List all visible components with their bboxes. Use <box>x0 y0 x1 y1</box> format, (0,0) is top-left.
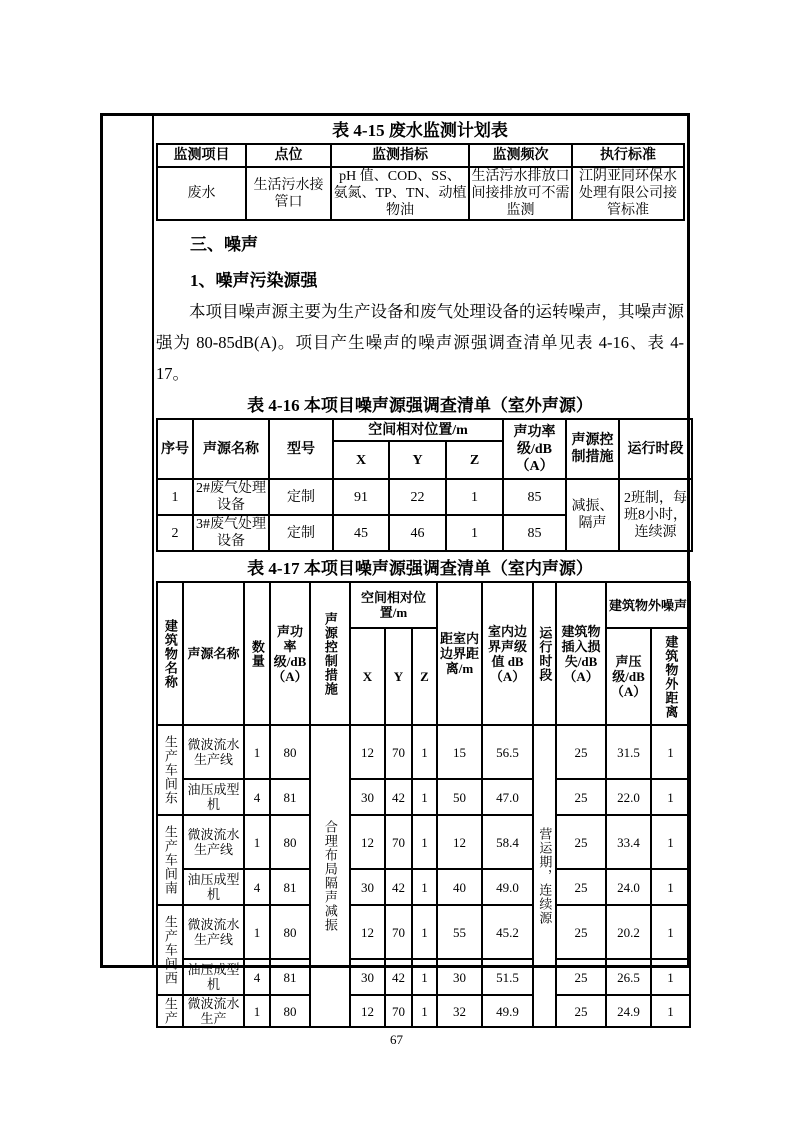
table-4-17 <box>156 581 691 1028</box>
t17-merged-control-cell <box>310 725 350 1027</box>
t17-header-z: Z <box>412 628 437 725</box>
table-cell: 56.5 <box>482 725 533 779</box>
t17-header-indoor-level: 室内边界声级值 dB（A） <box>482 582 533 725</box>
t17-header-control-label: 声源控制措施 <box>322 611 338 696</box>
table-cell: 1 <box>651 869 690 905</box>
t16-header-z: Z <box>446 441 503 479</box>
table-4-15-data-row <box>157 167 684 220</box>
t17-header-building-label: 建筑物名称 <box>162 618 178 689</box>
table-cell: 47.0 <box>482 779 533 815</box>
table-cell: 生活污水接管口 <box>246 167 331 220</box>
t15-header-indicator: 监测指标 <box>331 144 469 167</box>
table-cell: 1 <box>412 869 437 905</box>
control-measures-label: 合理布局隔声减振 <box>322 820 338 932</box>
table-cell: 45.2 <box>482 905 533 959</box>
table-cell: 1 <box>651 959 690 995</box>
t17-header-pressure-level: 声压级/dB（A） <box>606 628 651 725</box>
table-cell: 42 <box>385 869 412 905</box>
table-cell: 25 <box>556 815 606 869</box>
table-cell: 26.5 <box>606 959 651 995</box>
table-cell: 4 <box>244 959 270 995</box>
table-4-15-title: 表 4-15 废水监测计划表 <box>332 121 508 140</box>
table-4-17-title: 表 4-17 本项目噪声源强调查清单（室内声源） <box>247 559 593 578</box>
table-cell: 24.9 <box>606 995 651 1027</box>
t16-header-no: 序号 <box>157 419 193 479</box>
operation-period-label: 营运期，连续源 <box>537 827 553 925</box>
table-cell: 1 <box>651 815 690 869</box>
t17-building-east-cell <box>157 725 183 815</box>
t17-header-outdoor-noise: 建筑物外噪声 <box>606 582 690 628</box>
table-4-15 <box>156 143 685 221</box>
table-row <box>157 479 692 515</box>
table-cell: 1 <box>412 995 437 1027</box>
table-cell: 1 <box>651 995 690 1027</box>
table-cell: 12 <box>350 725 385 779</box>
table-row <box>157 869 690 905</box>
table-cell: 85 <box>503 479 566 515</box>
table-cell: 25 <box>556 905 606 959</box>
table-cell: 油压成型机 <box>183 779 244 815</box>
t17-merged-period-cell <box>533 725 556 1027</box>
table-row <box>157 725 690 779</box>
t16-merged-control-cell: 减振、隔声 <box>566 479 619 551</box>
table-cell: 50 <box>437 779 482 815</box>
t17-header-boundary-distance: 距室内边界距离/m <box>437 582 482 725</box>
table-cell: 1 <box>412 779 437 815</box>
t16-header-y: Y <box>389 441 446 479</box>
table-cell: pH 值、COD、SS、氨氮、TP、TN、动植物油 <box>331 167 469 220</box>
table-cell: 80 <box>270 725 310 779</box>
table-4-16-title: 表 4-16 本项目噪声源强调查清单（室外声源） <box>247 396 593 415</box>
table-cell: 微波流水生产线 <box>183 815 244 869</box>
t17-building-west-cell <box>157 905 183 995</box>
table-cell: 42 <box>385 959 412 995</box>
table-cell: 33.4 <box>606 815 651 869</box>
table-cell: 25 <box>556 779 606 815</box>
t15-header-frequency: 监测频次 <box>469 144 572 167</box>
table-cell: 15 <box>437 725 482 779</box>
table-cell: 废水 <box>157 167 246 220</box>
table-cell: 30 <box>350 779 385 815</box>
table-cell: 25 <box>556 725 606 779</box>
building-label: 生产车间南 <box>162 825 178 895</box>
t16-header-name: 声源名称 <box>193 419 269 479</box>
table-cell: 80 <box>270 905 310 959</box>
table-4-15-header-row <box>157 144 684 167</box>
table-row <box>157 815 690 869</box>
t17-building-south-cell <box>157 815 183 905</box>
table-cell: 3#废气处理设备 <box>193 515 269 551</box>
table-cell: 江阴亚同环保水处理有限公司接管标准 <box>572 167 684 220</box>
t17-header-position: 空间相对位置/m <box>350 582 437 628</box>
table-row <box>157 905 690 959</box>
table-4-17-header-row-1 <box>157 582 690 628</box>
table-cell: 25 <box>556 869 606 905</box>
table-cell: 70 <box>385 905 412 959</box>
table-cell: 2#废气处理设备 <box>193 479 269 515</box>
content-area <box>154 116 688 1026</box>
table-cell: 20.2 <box>606 905 651 959</box>
table-cell: 1 <box>412 725 437 779</box>
table-cell: 31.5 <box>606 725 651 779</box>
table-cell: 25 <box>556 959 606 995</box>
table-cell: 2 <box>157 515 193 551</box>
table-cell: 70 <box>385 725 412 779</box>
table-cell: 81 <box>270 779 310 815</box>
table-cell: 油压成型机 <box>183 869 244 905</box>
building-label: 生产 <box>162 997 178 1025</box>
t17-header-count <box>244 582 270 725</box>
t17-header-count-label: 数量 <box>249 639 265 668</box>
table-cell: 45 <box>333 515 389 551</box>
table-cell: 12 <box>350 995 385 1027</box>
t16-merged-period-cell: 2班制，每班8小时，连续源 <box>619 479 692 551</box>
table-cell: 4 <box>244 869 270 905</box>
section-heading-noise: 三、噪声 <box>190 235 258 254</box>
table-cell: 1 <box>157 479 193 515</box>
subsection-heading-noise-source: 1、噪声污染源强 <box>190 271 318 290</box>
table-cell: 微波流水生产 <box>183 995 244 1027</box>
table-cell: 49.9 <box>482 995 533 1027</box>
building-label: 生产车间西 <box>162 915 178 985</box>
table-cell: 12 <box>350 905 385 959</box>
table-cell: 1 <box>244 815 270 869</box>
table-cell: 1 <box>412 815 437 869</box>
table-cell: 70 <box>385 995 412 1027</box>
building-label: 生产车间东 <box>162 735 178 805</box>
t17-header-insertion-loss: 建筑物插入损失/dB（A） <box>556 582 606 725</box>
table-cell: 微波流水生产线 <box>183 905 244 959</box>
table-cell: 70 <box>385 815 412 869</box>
table-cell: 91 <box>333 479 389 515</box>
table-cell: 81 <box>270 869 310 905</box>
noise-paragraph: 本项目噪声源主要为生产设备和废气处理设备的运转噪声，其噪声源强为 80-85dB(A)。项目产生噪声的噪声源强调查清单见表 4-16、表 4-17。 <box>156 302 684 383</box>
table-cell: 22 <box>389 479 446 515</box>
table-cell: 81 <box>270 959 310 995</box>
table-cell: 24.0 <box>606 869 651 905</box>
table-cell: 4 <box>244 779 270 815</box>
table-cell: 42 <box>385 779 412 815</box>
t17-header-x: X <box>350 628 385 725</box>
table-cell: 55 <box>437 905 482 959</box>
table-cell: 1 <box>244 905 270 959</box>
table-row <box>157 779 690 815</box>
t17-header-outdoor-distance-label: 建筑物外距离 <box>663 634 679 719</box>
table-cell: 1 <box>651 779 690 815</box>
t17-header-period <box>533 582 556 725</box>
table-cell: 30 <box>350 869 385 905</box>
table-cell: 1 <box>651 725 690 779</box>
table-cell: 58.4 <box>482 815 533 869</box>
t17-header-building <box>157 582 183 725</box>
table-cell: 80 <box>270 815 310 869</box>
t16-header-power: 声功率级/dB（A） <box>503 419 566 479</box>
t16-header-model: 型号 <box>269 419 333 479</box>
table-cell: 85 <box>503 515 566 551</box>
t15-header-standard: 执行标准 <box>572 144 684 167</box>
t17-header-power: 声功率级/dB（A） <box>270 582 310 725</box>
report-form-frame <box>100 113 690 1026</box>
table-cell: 1 <box>446 479 503 515</box>
t17-building-partial-cell <box>157 995 183 1027</box>
table-cell: 40 <box>437 869 482 905</box>
t15-header-item: 监测项目 <box>157 144 246 167</box>
t16-header-control: 声源控制措施 <box>566 419 619 479</box>
table-cell: 微波流水生产线 <box>183 725 244 779</box>
table-cell: 生活污水排放口间接排放可不需监测 <box>469 167 572 220</box>
t15-header-point: 点位 <box>246 144 331 167</box>
table-cell: 32 <box>437 995 482 1027</box>
table-cell: 1 <box>446 515 503 551</box>
t16-header-x: X <box>333 441 389 479</box>
t16-header-period: 运行时段 <box>619 419 692 479</box>
table-cell: 定制 <box>269 479 333 515</box>
table-4-16 <box>156 418 693 552</box>
table-cell: 1 <box>651 905 690 959</box>
t17-header-control <box>310 582 350 725</box>
table-cell: 1 <box>412 905 437 959</box>
table-cell: 25 <box>556 995 606 1027</box>
table-cell: 1 <box>244 995 270 1027</box>
page-number: 67 <box>390 1032 403 1047</box>
t16-header-position: 空间相对位置/m <box>333 419 503 441</box>
t17-header-source: 声源名称 <box>183 582 244 725</box>
t17-header-outdoor-distance <box>651 628 690 725</box>
table-cell: 1 <box>412 959 437 995</box>
t17-header-period-label: 运行时段 <box>537 625 553 682</box>
t17-header-y: Y <box>385 628 412 725</box>
table-cell: 定制 <box>269 515 333 551</box>
table-cell: 12 <box>437 815 482 869</box>
table-row <box>157 959 690 995</box>
table-row-truncated <box>157 995 690 1027</box>
table-cell: 30 <box>437 959 482 995</box>
table-4-16-header-row-1 <box>157 419 692 441</box>
table-cell: 46 <box>389 515 446 551</box>
table-cell: 12 <box>350 815 385 869</box>
table-cell: 49.0 <box>482 869 533 905</box>
table-cell: 22.0 <box>606 779 651 815</box>
table-cell: 51.5 <box>482 959 533 995</box>
table-cell: 80 <box>270 995 310 1027</box>
table-cell: 1 <box>244 725 270 779</box>
table-cell: 油压成型机 <box>183 959 244 995</box>
table-cell: 30 <box>350 959 385 995</box>
